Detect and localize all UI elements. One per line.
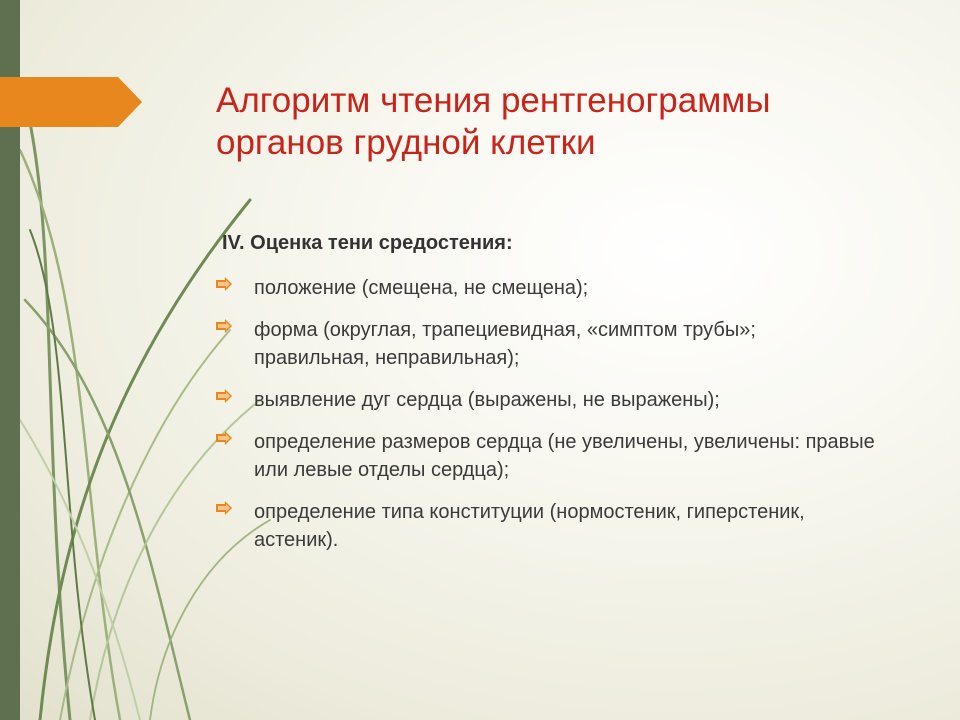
arrow-right-icon <box>216 277 232 291</box>
arrow-right-icon <box>216 431 232 445</box>
slide-title-line-2: органов грудной клетки <box>216 123 596 162</box>
section-heading: IV. Оценка тени средостения: <box>222 232 513 254</box>
list-item <box>216 274 876 302</box>
slide-content <box>216 230 876 568</box>
arrow-right-icon <box>216 389 232 403</box>
list-item <box>216 386 876 414</box>
title-accent-banner <box>0 77 142 127</box>
bullet-text: положение (смещена, не смещена); <box>254 277 589 299</box>
list-item <box>216 428 876 484</box>
list-item <box>216 316 876 372</box>
arrow-right-icon <box>216 319 232 333</box>
slide-title <box>216 80 916 164</box>
bullet-text: определение типа конституции (нормостеник, гиперстеник, астеник). <box>254 501 805 551</box>
arrow-right-icon <box>216 501 232 515</box>
bullet-text: определение размеров сердца (не увеличены, увеличены: правые или левые отделы сердца); <box>254 431 875 481</box>
bullet-text: форма (округлая, трапециевидная, «симптом трубы»; правильная, неправильная); <box>254 319 756 369</box>
slide-title-line-1: Алгоритм чтения рентгенограммы <box>216 81 771 120</box>
bullet-text: выявление дуг сердца (выражены, не выражены); <box>254 389 720 411</box>
bullet-list <box>216 274 876 554</box>
list-item <box>216 498 876 554</box>
